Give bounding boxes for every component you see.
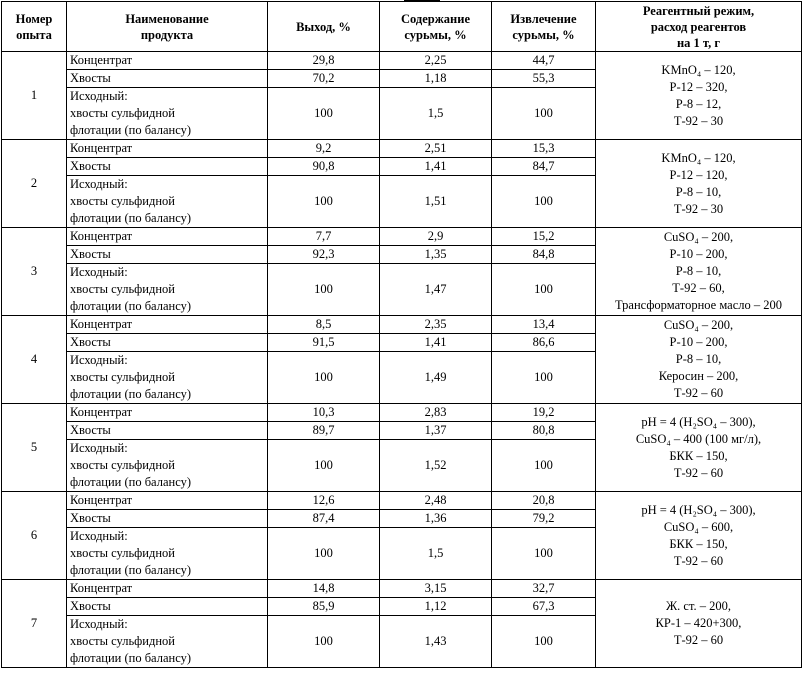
antimony-content-value: 1,47 <box>380 264 492 316</box>
antimony-content-value: 2,9 <box>380 228 492 246</box>
reagent-line: Трансформаторное масло – 200 <box>614 298 783 312</box>
table-row <box>2 492 802 510</box>
reagent-line: Р-8 – 10, <box>675 264 722 278</box>
yield-value: 100 <box>268 616 380 668</box>
yield-value: 7,7 <box>268 228 380 246</box>
antimony-recovery-value: 67,3 <box>492 598 596 616</box>
experiment-number: 6 <box>2 492 67 580</box>
header-reagent-regime: Реагентный режим, расход реагентов на 1 т, г <box>596 2 802 52</box>
product-tailings: Хвосты <box>67 598 268 616</box>
product-tailings: Хвосты <box>67 246 268 264</box>
reagent-line: Р-12 – 320, <box>669 79 728 94</box>
product-feed <box>67 616 268 668</box>
yield-value: 100 <box>268 264 380 316</box>
antimony-content-value: 2,83 <box>380 404 492 422</box>
product-feed <box>67 264 268 316</box>
reagent-line: Р-8 – 10, <box>675 352 722 366</box>
antimony-recovery-value: 100 <box>492 264 596 316</box>
antimony-recovery-value: 15,2 <box>492 228 596 246</box>
product-feed-line: хвосты сульфидной <box>70 370 175 384</box>
product-feed-line: флотации (по балансу) <box>70 211 191 225</box>
yield-value: 12,6 <box>268 492 380 510</box>
product-feed-line: хвосты сульфидной <box>70 282 175 296</box>
product-feed <box>67 440 268 492</box>
header-yield: Выход, % <box>268 2 380 52</box>
experiment-number: 5 <box>2 404 67 492</box>
product-feed-line: флотации (по балансу) <box>70 651 191 665</box>
antimony-recovery-value: 100 <box>492 176 596 228</box>
yield-value: 70,2 <box>268 70 380 88</box>
antimony-content-value: 2,25 <box>380 52 492 70</box>
header-product-name: Наименование продукта <box>67 2 268 52</box>
product-feed-line: флотации (по балансу) <box>70 475 191 489</box>
product-feed-line: хвосты сульфидной <box>70 634 175 648</box>
product-feed <box>67 176 268 228</box>
reagent-line: Р-12 – 120, <box>669 167 728 182</box>
antimony-content-value: 1,5 <box>380 88 492 140</box>
yield-value: 85,9 <box>268 598 380 616</box>
antimony-content-value: 2,51 <box>380 140 492 158</box>
reagent-line: КР-1 – 420+300, <box>655 616 742 630</box>
reagent-regime <box>596 492 802 580</box>
product-concentrate: Концентрат <box>67 140 268 158</box>
reagent-line: Р-10 – 200, <box>669 335 728 349</box>
yield-value: 100 <box>268 528 380 580</box>
reagent-line: CuSO₄ – 200, <box>663 318 734 332</box>
yield-value: 8,5 <box>268 316 380 334</box>
table-row <box>2 140 802 158</box>
antimony-content-value: 1,12 <box>380 598 492 616</box>
product-concentrate: Концентрат <box>67 404 268 422</box>
product-feed-line: флотации (по балансу) <box>70 387 191 401</box>
reagent-line: CuSO₄ – 400 (100 мг/л), <box>635 431 762 446</box>
reagent-regime <box>596 140 802 228</box>
product-tailings: Хвосты <box>67 510 268 528</box>
reagent-line: CuSO₄ – 600, <box>663 519 734 534</box>
antimony-recovery-value: 79,2 <box>492 510 596 528</box>
product-feed-line: Исходный: <box>70 353 128 367</box>
yield-value: 92,3 <box>268 246 380 264</box>
product-tailings: Хвосты <box>67 334 268 352</box>
antimony-content-value: 2,48 <box>380 492 492 510</box>
table-body <box>2 52 802 668</box>
table-row <box>2 316 802 334</box>
antimony-content-value: 2,35 <box>380 316 492 334</box>
antimony-content-value: 1,36 <box>380 510 492 528</box>
reagent-line: Т-92 – 60 <box>673 633 724 647</box>
antimony-recovery-value: 55,3 <box>492 70 596 88</box>
reagent-line: Р-10 – 200, <box>669 247 728 261</box>
reagent-line: Т-92 – 60 <box>673 386 724 400</box>
antimony-recovery-value: 86,6 <box>492 334 596 352</box>
product-feed-line: Исходный: <box>70 265 128 279</box>
yield-value: 100 <box>268 352 380 404</box>
product-concentrate: Концентрат <box>67 580 268 598</box>
reagent-line: pH = 4 (H₂SO₄ – 300), <box>641 502 756 517</box>
header-antimony-content: Содержание сурьмы, % <box>380 2 492 52</box>
antimony-recovery-value: 13,4 <box>492 316 596 334</box>
antimony-content-value: 1,49 <box>380 352 492 404</box>
yield-value: 90,8 <box>268 158 380 176</box>
yield-value: 14,8 <box>268 580 380 598</box>
experiment-number: 4 <box>2 316 67 404</box>
reagent-line: CuSO₄ – 200, <box>663 230 734 244</box>
antimony-recovery-value: 100 <box>492 440 596 492</box>
reagent-regime <box>596 316 802 404</box>
reagent-line: Т-92 – 60 <box>673 465 724 480</box>
yield-value: 87,4 <box>268 510 380 528</box>
product-feed-line: хвосты сульфидной <box>70 546 175 560</box>
antimony-recovery-value: 84,7 <box>492 158 596 176</box>
product-concentrate: Концентрат <box>67 52 268 70</box>
product-feed <box>67 88 268 140</box>
antimony-recovery-value: 100 <box>492 352 596 404</box>
product-concentrate: Концентрат <box>67 228 268 246</box>
yield-value: 9,2 <box>268 140 380 158</box>
reagent-regime <box>596 404 802 492</box>
yield-value: 29,8 <box>268 52 380 70</box>
flotation-results-table <box>1 1 802 668</box>
reagent-line: БКК – 150, <box>669 536 728 551</box>
table-row <box>2 228 802 246</box>
experiment-number: 2 <box>2 140 67 228</box>
product-tailings: Хвосты <box>67 70 268 88</box>
product-feed-line: Исходный: <box>70 441 128 455</box>
product-feed-line: Исходный: <box>70 89 128 103</box>
product-feed-line: флотации (по балансу) <box>70 299 191 313</box>
antimony-content-value: 1,52 <box>380 440 492 492</box>
product-feed <box>67 352 268 404</box>
experiment-number: 7 <box>2 580 67 668</box>
reagent-regime <box>596 52 802 140</box>
antimony-content-value: 1,18 <box>380 70 492 88</box>
antimony-content-value: 1,43 <box>380 616 492 668</box>
product-feed-line: хвосты сульфидной <box>70 106 175 120</box>
reagent-line: БКК – 150, <box>669 448 728 463</box>
product-feed-line: хвосты сульфидной <box>70 458 175 472</box>
reagent-line: KMnO₄ – 120, <box>661 150 736 165</box>
experiment-number: 1 <box>2 52 67 140</box>
table-row <box>2 52 802 70</box>
antimony-content-value: 1,41 <box>380 334 492 352</box>
reagent-line: pH = 4 (H₂SO₄ – 300), <box>641 414 756 429</box>
yield-value: 10,3 <box>268 404 380 422</box>
antimony-content-value: 1,37 <box>380 422 492 440</box>
reagent-line: KMnO₄ – 120, <box>661 62 736 77</box>
product-feed-line: флотации (по балансу) <box>70 123 191 137</box>
reagent-line: Т-92 – 30 <box>673 113 724 128</box>
yield-value: 89,7 <box>268 422 380 440</box>
antimony-recovery-value: 15,3 <box>492 140 596 158</box>
antimony-recovery-value: 100 <box>492 528 596 580</box>
product-feed <box>67 528 268 580</box>
reagent-regime <box>596 580 802 668</box>
antimony-content-value: 1,41 <box>380 158 492 176</box>
experiment-number: 3 <box>2 228 67 316</box>
yield-value: 91,5 <box>268 334 380 352</box>
reagent-regime <box>596 228 802 316</box>
antimony-recovery-value: 32,7 <box>492 580 596 598</box>
antimony-recovery-value: 100 <box>492 88 596 140</box>
reagent-line: Т-92 – 60, <box>672 281 725 295</box>
yield-value: 100 <box>268 440 380 492</box>
antimony-recovery-value: 19,2 <box>492 404 596 422</box>
product-feed-line: хвосты сульфидной <box>70 194 175 208</box>
product-feed-line: Исходный: <box>70 177 128 191</box>
product-feed-line: флотации (по балансу) <box>70 563 191 577</box>
antimony-content-value: 3,15 <box>380 580 492 598</box>
product-feed-line: Исходный: <box>70 617 128 631</box>
antimony-recovery-value: 84,8 <box>492 246 596 264</box>
product-tailings: Хвосты <box>67 158 268 176</box>
product-feed-line: Исходный: <box>70 529 128 543</box>
reagent-line: Т-92 – 60 <box>673 553 724 568</box>
antimony-recovery-value: 80,8 <box>492 422 596 440</box>
reagent-line: Керосин – 200, <box>658 369 739 383</box>
antimony-content-value: 1,35 <box>380 246 492 264</box>
reagent-line: Ж. ст. – 200, <box>665 599 732 613</box>
reagent-line: Т-92 – 30 <box>673 201 724 216</box>
header-antimony-recovery: Извлечение сурьмы, % <box>492 2 596 52</box>
product-tailings: Хвосты <box>67 422 268 440</box>
table-row <box>2 580 802 598</box>
header-row <box>2 2 802 52</box>
yield-value: 100 <box>268 176 380 228</box>
product-concentrate: Концентрат <box>67 316 268 334</box>
header-experiment-number: Номер опыта <box>2 2 67 52</box>
antimony-content-value: 1,5 <box>380 528 492 580</box>
antimony-recovery-value: 20,8 <box>492 492 596 510</box>
antimony-recovery-value: 44,7 <box>492 52 596 70</box>
product-concentrate: Концентрат <box>67 492 268 510</box>
antimony-content-value: 1,51 <box>380 176 492 228</box>
reagent-line: Р-8 – 12, <box>675 96 722 111</box>
yield-value: 100 <box>268 88 380 140</box>
reagent-line: Р-8 – 10, <box>675 184 722 199</box>
table-row <box>2 404 802 422</box>
antimony-recovery-value: 100 <box>492 616 596 668</box>
